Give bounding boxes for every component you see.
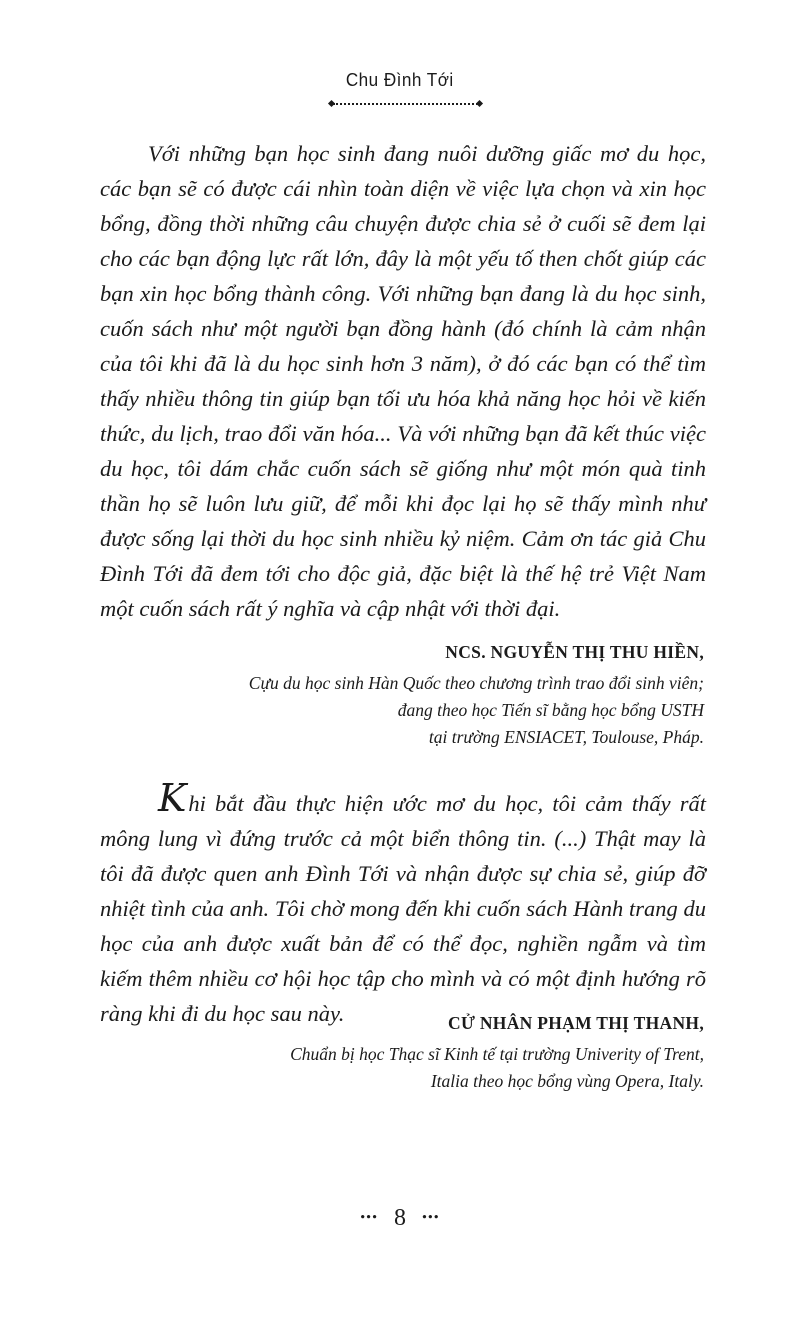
dropcap-letter: K (158, 776, 187, 820)
page-number-footer (0, 1204, 800, 1232)
testimonial-2-author: CỬ NHÂN PHẠM THỊ THANH, (448, 1013, 704, 1033)
testimonial-2-detail: Italia theo học bổng vùng Opera, Italy. (430, 1071, 704, 1091)
testimonial-2-detail: Chuẩn bị học Thạc sĩ Kinh tế tại trường Univerity of Trent, (290, 1044, 704, 1064)
footer-ornament-left: ••• (360, 1210, 378, 1226)
header-dotted-rule (333, 103, 478, 105)
testimonial-2-text: hi bắt đầu thực hiện ước mơ du học, tôi cảm thấy rất mông lung vì đứng trước cả một biển thông tin. (...) Thật may là tôi đã được quen anh Đình Tới và nhận được sự chia sẻ, giúp đỡ nhiệt tình của anh. Tôi chờ mong đến khi cuốn sách Hành trang du học của anh được xuất bản để có thể đọc, nghiền ngẫm và tìm kiếm thêm nhiều cơ hội học tập cho mình và có một định hướng rõ ràng khi đi du học sau này. (100, 791, 706, 1026)
testimonial-1-attribution (144, 640, 704, 751)
testimonial-1-author: NCS. NGUYỄN THỊ THU HIỀN, (445, 642, 704, 662)
footer-ornament-right: ••• (422, 1210, 440, 1226)
testimonial-1-detail: đang theo học Tiến sĩ bằng học bổng USTH (397, 700, 704, 720)
testimonial-1-detail: Cựu du học sinh Hàn Quốc theo chương trình trao đổi sinh viên; (248, 673, 704, 693)
page-number: 8 (394, 1204, 406, 1231)
testimonial-1-detail: tại trường ENSIACET, Toulouse, Pháp. (428, 727, 704, 747)
running-header-title: Chu Đình Tới (346, 70, 454, 90)
testimonial-1-text: Với những bạn học sinh đang nuôi dưỡng giấc mơ du học, các bạn sẽ có được cái nhìn toàn diện về việc lựa chọn và xin học bổng, đồng thời những câu chuyện được chia sẻ ở cuối sẽ đem lại cho các bạn động lực rất lớn, đây là một yếu tố then chốt giúp các bạn xin học bổng thành công. Với những bạn đang là du học sinh, cuốn sách như một người bạn đồng hành (đó chính là cảm nhận của tôi khi đã là du học sinh hơn 3 năm), ở đó các bạn có thể tìm thấy nhiều thông tin giúp bạn tối ưu hóa khả năng học hỏi về kiến thức, du lịch, trao đổi văn hóa... Và với những bạn đã kết thúc việc du học, tôi dám chắc cuốn sách sẽ giống như một món quà tinh thần họ sẽ luôn lưu giữ, để mỗi khi đọc lại họ sẽ thấy mình như được sống lại thời du học sinh nhiều kỷ niệm. Cảm ơn tác giả Chu Đình Tới đã đem tới cho độc giả, đặc biệt là thế hệ trẻ Việt Nam một cuốn sách rất ý nghĩa và cập nhật với thời đại. (100, 141, 706, 621)
running-header (0, 70, 800, 91)
testimonial-2-paragraph (100, 776, 706, 1031)
testimonial-2-attribution (144, 1011, 704, 1095)
